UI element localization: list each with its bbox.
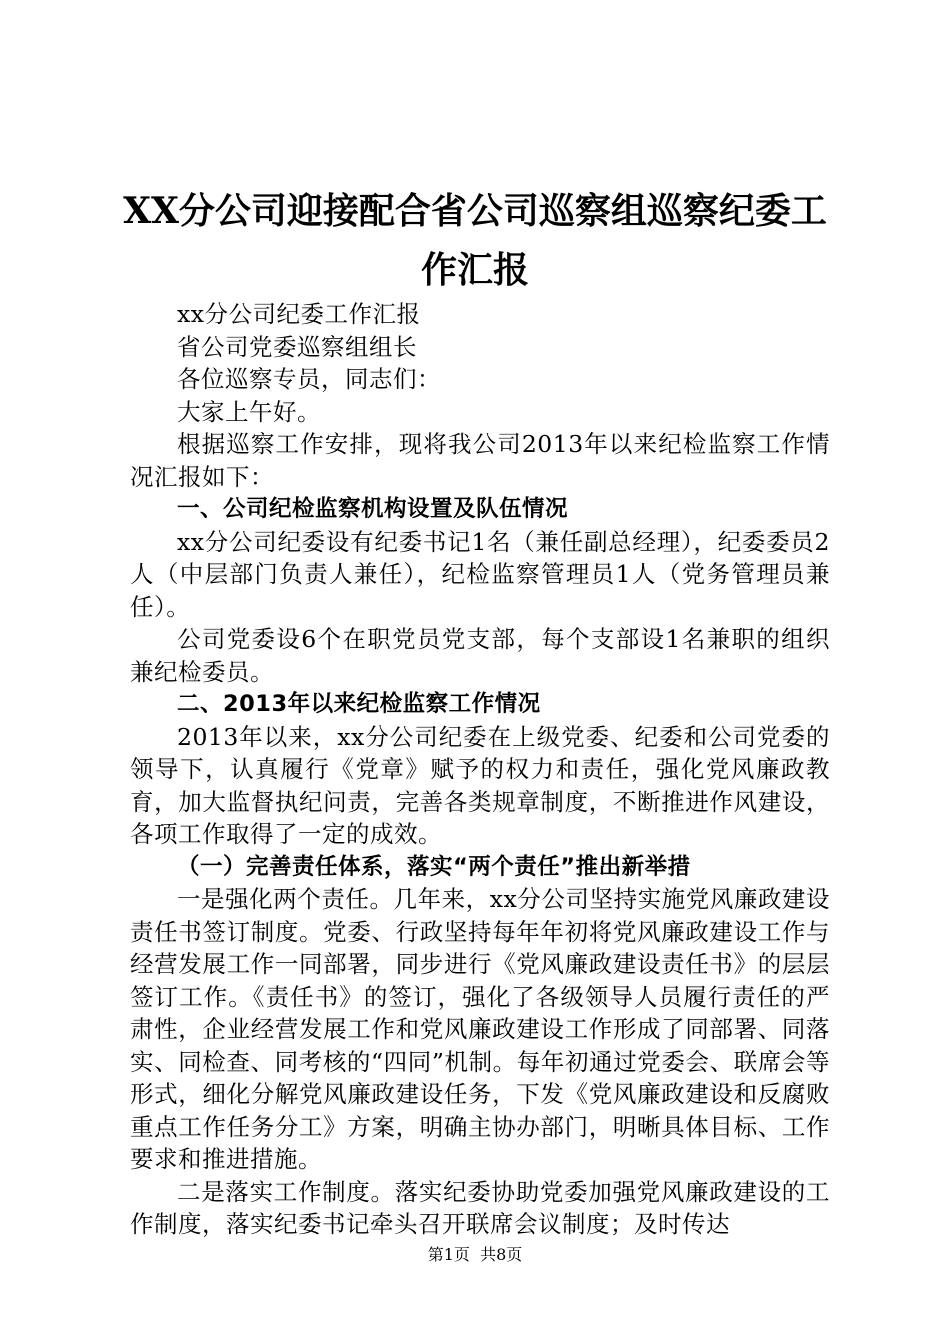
body-paragraph: 一是强化两个责任。几年来，xx分公司坚持实施党风廉政建设责任书签订制度。党委、行政坚持每年年初将党风廉政建设工作与经营发展工作一同部署，同步进行《党风廉政建设责任书》的层层签订工作。《责任书》的签订，强化了各级领导人员履行责任的严肃性，企业经营发展工作和党风廉政建设工作形成了同部署、同落实、同检查、同考核的“四同”机制。每年初通过党委会、联席会等形式，细化分解党风廉政建设任务，下发《党风廉政建设和反腐败重点工作任务分工》方案，明确主协办部门，明晰具体目标、工作要求和推进措施。 [130, 885, 830, 1173]
document-title-line-1: XX分公司迎接配合省公司巡察组巡察纪委工 [123, 190, 827, 232]
salutation-line: 各位巡察专员，同志们： [177, 365, 441, 393]
subsection-heading-1: （一）完善责任体系，落实“两个责任”推出新举措 [177, 853, 691, 880]
body-paragraph: 二是落实工作制度。落实纪委协助党委加强党风廉政建设的工作制度，落实纪委书记牵头召开联席会议制度；及时传达 [130, 1177, 830, 1238]
section-heading-2: 二、2013年以来纪检监察工作情况 [177, 691, 541, 717]
document-body [130, 298, 830, 1241]
body-paragraph: 公司党委设6个在职党员党支部，每个支部设1名兼职的组织兼纪检委员。 [130, 625, 830, 686]
body-paragraph: xx分公司纪委设有纪委书记1名（兼任副总经理），纪委委员2人（中层部门负责人兼任），纪检监察管理员1人（党务管理员兼任）。 [130, 527, 830, 621]
page-footer: 第1页 共8页 [427, 1245, 523, 1264]
addressee-line: 省公司党委巡察组组长 [177, 332, 417, 361]
body-paragraph: 2013年以来，xx分公司纪委在上级党委、纪委和公司党委的领导下，认真履行《党章》赋予的权力和责任，强化党风廉政教育，加大监督执纪问责，完善各类规章制度，不断推进作风建设，各项工作取得了一定的成效。 [130, 722, 830, 848]
greeting-line: 大家上午好。 [177, 397, 321, 426]
section-heading-1: 一、公司纪检监察机构设置及队伍情况 [177, 496, 569, 522]
intro-paragraph: 根据巡察工作安排，现将我公司2013年以来纪检监察工作情况汇报如下： [130, 430, 830, 491]
document-title-line-2: 作汇报 [420, 249, 529, 291]
report-title-line: xx分公司纪委工作汇报 [177, 300, 421, 328]
